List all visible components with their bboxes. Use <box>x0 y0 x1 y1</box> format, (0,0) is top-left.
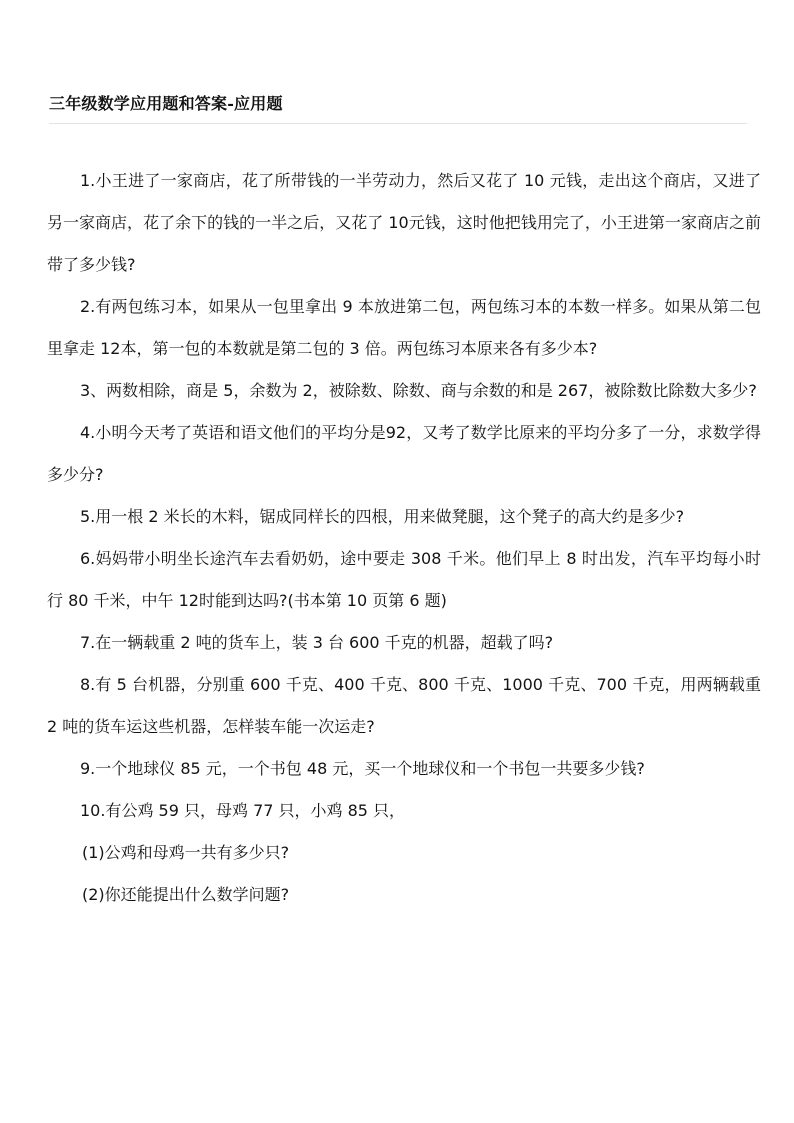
title-divider <box>49 123 747 124</box>
question-6: 6.妈妈带小明坐长途汽车去看奶奶，途中要走 308 千米。他们早上 8 时出发，汽车平均每小时行 80 千米，中午 12时能到达吗?(书本第 10 页第 6 题) <box>47 549 761 610</box>
document-title: 三年级数学应用题和答案-应用题 <box>49 94 283 113</box>
question-10-part-1: (1)公鸡和母鸡一共有多少只? <box>82 843 290 862</box>
question-10-part-2: (2)你还能提出什么数学问题? <box>82 885 290 904</box>
question-2: 2.有两包练习本，如果从一包里拿出 9 本放进第二包，两包练习本的本数一样多。如果从第二包里拿走 12本，第一包的本数就是第二包的 3 倍。两包练习本原来各有多少本? <box>47 297 761 358</box>
question-4: 4.小明今天考了英语和语文他们的平均分是92，又考了数学比原来的平均分多了一分，求数学得多少分? <box>47 423 761 484</box>
question-3: 3、两数相除，商是 5，余数为 2，被除数、除数、商与余数的和是 267，被除数比除数大多少? <box>80 381 757 400</box>
question-1: 1.小王进了一家商店，花了所带钱的一半劳动力，然后又花了 10 元钱，走出这个商店，又进了另一家商店，花了余下的钱的一半之后，又花了 10元钱，这时他把钱用完了，小王进第一家商店之前带了多少钱? <box>47 171 761 274</box>
question-list <box>47 160 761 916</box>
question-10: 10.有公鸡 59 只，母鸡 77 只，小鸡 85 只， <box>80 801 406 820</box>
question-5: 5.用一根 2 米长的木料，锯成同样长的四根，用来做凳腿，这个凳子的高大约是多少? <box>80 507 685 526</box>
question-9: 9.一个地球仪 85 元，一个书包 48 元，买一个地球仪和一个书包一共要多少钱? <box>80 759 645 778</box>
question-7: 7.在一辆载重 2 吨的货车上，装 3 台 600 千克的机器，超载了吗? <box>80 633 554 652</box>
question-8: 8.有 5 台机器，分别重 600 千克、400 千克、800 千克、1000 千克、700 千克，用两辆载重 2 吨的货车运这些机器，怎样装车能一次运走? <box>47 675 761 736</box>
